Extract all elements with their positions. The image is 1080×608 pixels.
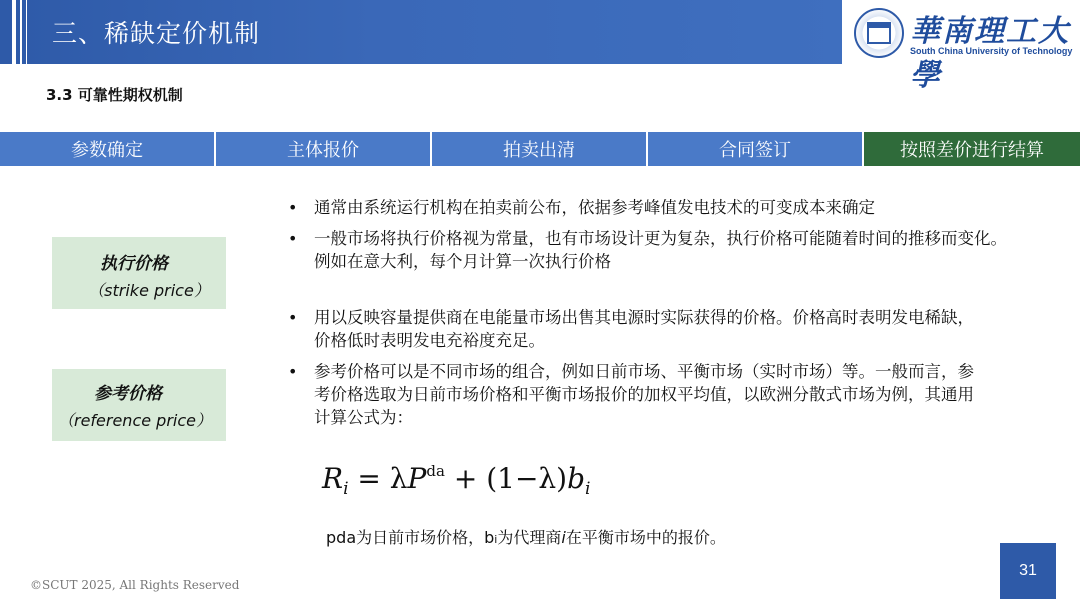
slide-title: 三、稀缺定价机制 [52, 19, 261, 48]
formula-p-sup: da [426, 462, 445, 480]
formula-lhs-sub: i [343, 479, 349, 499]
step-4: 合同签订 [648, 132, 864, 166]
formula-p: P [407, 462, 427, 495]
note-b: b [484, 528, 495, 547]
slide-header [0, 0, 1080, 93]
note-pda: pda [326, 528, 357, 547]
step-2: 主体报价 [216, 132, 432, 166]
strike-price-label [52, 237, 226, 309]
bullet-item: • 通常由系统运行机构在拍卖前公布，依据参考峰值发电技术的可变成本来确定 [286, 196, 1026, 219]
reference-price-bullets [286, 306, 1006, 437]
note-text-1: 为日前市场价格， [356, 528, 485, 547]
note-text-3: 在平衡市场中的报价。 [565, 528, 726, 547]
formula-eq: = λ [348, 462, 408, 495]
step-5: 按照差价进行结算 [864, 132, 1080, 166]
note-i: i [561, 528, 566, 547]
strike-price-en: （strike price） [88, 281, 210, 300]
section-title: 3.3 可靠性期权机制 [46, 86, 183, 104]
header-band [0, 0, 842, 64]
formula-mid: + (1−λ) [444, 462, 568, 495]
logo-english-name: South China University of Technology [910, 46, 1073, 56]
header-stripe [12, 0, 16, 64]
reference-price-cn: 参考价格 [94, 384, 162, 404]
university-logo [846, 2, 1078, 93]
step-1: 参数确定 [0, 132, 216, 166]
reference-price-en: （reference price） [57, 411, 212, 430]
formula-lhs: R [322, 462, 344, 495]
logo-chinese-name: 華南理工大學 [910, 14, 1070, 93]
reference-price-formula [322, 462, 590, 499]
bullet-item: • 用以反映容量提供商在电能量市场出售其电源时实际获得的价格。价格高时表明发电稀缺，价格低时表明发电充裕度充足。 [286, 306, 1006, 352]
note-b-sub: i [494, 533, 498, 546]
formula-b: b [567, 462, 586, 495]
header-stripe [20, 0, 22, 64]
formula-note [326, 525, 726, 548]
note-text-2: 为代理商 [497, 528, 562, 547]
step-3: 拍卖出清 [432, 132, 648, 166]
strike-price-cn: 执行价格 [100, 254, 168, 274]
formula-b-sub: i [585, 479, 591, 499]
bullet-item: • 一般市场将执行价格视为常量，也有市场设计更为复杂，执行价格可能随着时间的推移而变化。例如在意大利，每个月计算一次执行价格 [286, 227, 1026, 273]
bullet-item: • 参考价格可以是不同市场的组合，例如日前市场、平衡市场（实时市场）等。一般而言，参考价格选取为日前市场价格和平衡市场报价的加权平均值，以欧洲分散式市场为例，其通用计算公式为： [286, 360, 1006, 429]
university-seal-icon [854, 8, 904, 58]
reference-price-label [52, 369, 226, 441]
page-number: 31 [1000, 543, 1056, 599]
copyright-footer: ©SCUT 2025, All Rights Reserved [30, 578, 240, 592]
header-stripe [26, 0, 27, 64]
strike-price-bullets [286, 196, 1026, 281]
process-steps [0, 132, 1080, 166]
